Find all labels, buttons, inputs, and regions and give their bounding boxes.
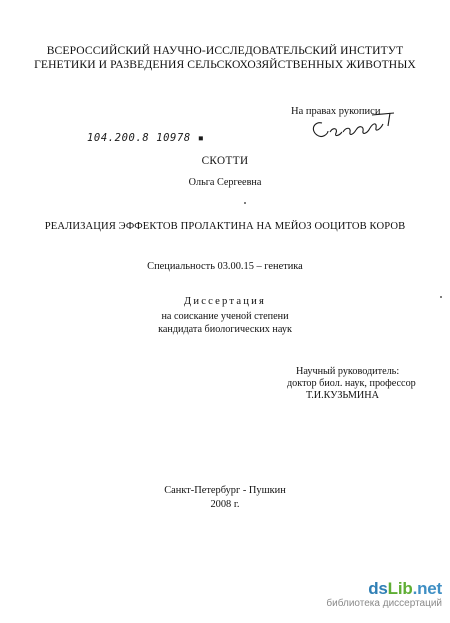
- institute-line-2: ГЕНЕТИКИ И РАЗВЕДЕНИЯ СЕЛЬСКОХОЗЯЙСТВЕННЫХ ЖИВОТНЫХ: [34, 58, 416, 71]
- manuscript-rights-label: На правах рукописи: [291, 106, 381, 117]
- page-speck: [244, 202, 246, 204]
- degree-purpose-line-2: кандидата биологических наук: [158, 324, 292, 335]
- specialty-line: Специальность 03.00.15 – генетика: [147, 261, 303, 272]
- dslib-tagline: библиотека диссертаций: [326, 598, 442, 609]
- handwritten-signature: [308, 110, 400, 144]
- author-given-names: Ольга Сергеевна: [188, 177, 262, 188]
- degree-purpose-line-1: на соискание ученой степени: [161, 311, 289, 322]
- supervisor-role: Научный руководитель:: [296, 366, 400, 377]
- document-type: Диссертация: [183, 296, 267, 307]
- dslib-watermark: [322, 580, 442, 612]
- supervisor-name: Т.И.КУЗЬМИНА: [306, 390, 379, 401]
- institute-line-1: ВСЕРОССИЙСКИЙ НАУЧНО-ИССЛЕДОВАТЕЛЬСКИЙ ИНСТИТУТ: [46, 44, 404, 57]
- archive-stamp-number: 104.200.8 10978 ▪: [87, 132, 205, 144]
- supervisor-degree: доктор биол. наук, профессор: [287, 378, 416, 389]
- page-speck: [440, 296, 442, 298]
- institute-header: [0, 44, 450, 72]
- publication-year: 2008 г.: [210, 499, 240, 510]
- dissertation-title: РЕАЛИЗАЦИЯ ЭФФЕКТОВ ПРОЛАКТИНА НА МЕЙОЗ ООЦИТОВ КОРОВ: [44, 221, 406, 232]
- author-surname: СКОТТИ: [201, 155, 249, 167]
- dslib-logo: dsLib.net: [368, 579, 442, 598]
- publication-city: Санкт-Петербург - Пушкин: [164, 485, 286, 496]
